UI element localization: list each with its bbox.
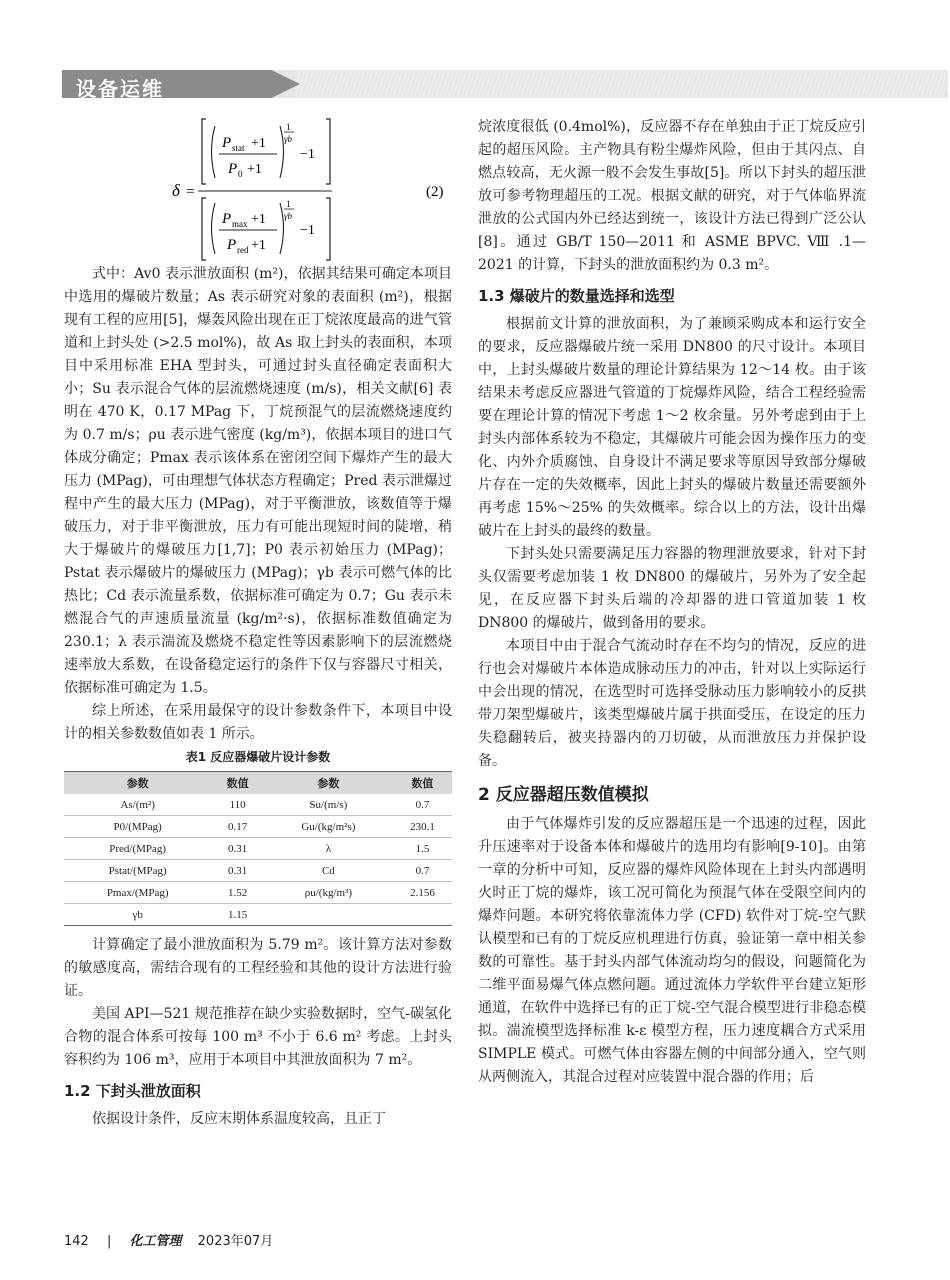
eq-den-plus1b: +1 — [251, 238, 266, 253]
table-header-cell: 数值 — [226, 777, 249, 790]
eq-den-minus1: −1 — [300, 223, 315, 238]
table-cell: As/(m²) — [120, 798, 155, 811]
heading-1-3: 1.3 爆破片的数量选择和选型 — [478, 287, 675, 305]
eq-den-pmax: P — [222, 211, 232, 227]
left-para-3: 计算确定了最小泄放面积为 5.79 m²。该计算方法对参数的敏感度高，需结合现有的工程经验和其他的设计方法进行验证。 — [64, 937, 452, 999]
table-row — [64, 794, 452, 816]
eq-num-left-bracket — [202, 119, 206, 184]
eq-num-pstat: P — [222, 135, 232, 151]
left-para-5: 依据设计条件，反应末期体系温度较高，且正丁 — [92, 1111, 386, 1127]
right-para-3: 下封头处只需要满足压力容器的物理泄放要求，针对下封头仅需要考虑加装 1 枚 DN800 的爆破片，另外为了安全起见，在反应器下封头后端的冷却器的进口管道加装 1 枚 DN800 的爆破片，做到备用的要求。 — [478, 546, 866, 631]
right-para-4: 本项目中由于混合气流动时存在不均匀的情况，反应的进行也会对爆破片本体造成脉动压力的冲击，针对以上实际运行中会出现的情况，在选型时可选择受脉动压力影响较小的反拱带刀架型爆破片，该类型爆破片属于拱面受压，在设定的压力失稳翻转后，被夹持器内的刀切破，从而泄放压力并保护设备。 — [478, 638, 866, 769]
table-cell — [264, 904, 393, 926]
table-header-cell: 参数 — [126, 777, 149, 790]
equation-svg — [64, 116, 452, 263]
table-cell: Cd — [321, 864, 335, 877]
page-footer — [64, 1230, 273, 1249]
page-number: 142 — [64, 1234, 89, 1249]
table-cell: 0.31 — [228, 864, 248, 877]
eq-den-right-bracket — [326, 198, 330, 260]
table-cell: Pmax/(MPag) — [106, 886, 169, 899]
table-header-row — [64, 772, 452, 795]
left-para-1: 式中：Av0 表示泄放面积 (m²)，依据其结果可确定本项目中选用的爆破片数量；As 表示研究对象的表面积 (m²)，根据现有工程的应用[5]，爆轰风险出现在正丁烷浓度最高的进气管道和上封头处 (>2.5 mol%)，故 As 取上封头的表面积，本项目中采用标准 EHA 型封头，可通过封头直径确定表面积大小；Su 表示混合气体的层流燃烧速度 (m/s)，相关文献[6] 表明在 470 K，0.17 MPag 下，丁烷预混气的层流燃烧速度约为 0.7 m/s；ρu 表示进气密度 (kg/m³)，依据本项目的进口气体成分确定；Pmax 表示该体系在密闭空间下爆炸产生的最大压力 (MPag)，可由理想气体状态方程确定；Pred 表示泄爆过程中产生的最大压力 (MPag)，对于平衡泄放，该数值等于爆破压力，对于非平衡泄放，压力有可能出现短时间的陡增，稍大于爆破片的爆破压力[1,7]；P0 表示初始压力 (MPag)；Pstat 表示爆破片的爆破压力 (MPag)；γb 表示可燃气体的比热比；Cd 表示流量系数，依据标准可确定为 0.7；Gu 表示未燃混合气的声速质量流量 (kg/m²·s)，依据标准数值确定为 230.1；λ 表示湍流及燃烧不稳定性等因素影响下的层流燃烧速率放大系数，在设备稳定运行的条件下仅与容器尺寸相关，依据标准可确定为 1.5。 — [64, 266, 452, 696]
table-cell: 2.156 — [410, 886, 435, 899]
footer-separator: | — [106, 1234, 112, 1249]
eq-den-left-bracket — [202, 198, 206, 260]
section-title: 设备运维 — [76, 77, 164, 101]
eq-num-pstat-sub: stat — [232, 143, 245, 153]
eq-den-pred: P — [227, 237, 237, 253]
eq-num-right-bracket — [326, 119, 330, 184]
table-cell: P0/(MPag) — [113, 820, 162, 833]
table-cell: λ — [325, 842, 332, 855]
table-cell: Pstat/(MPag) — [108, 864, 167, 877]
eq-num-plus1a: +1 — [251, 136, 266, 151]
table-cell: ρu/(kg/m³) — [304, 886, 353, 899]
eq-lhs: δ — [172, 181, 180, 200]
table-cell: Su/(m/s) — [309, 798, 348, 811]
header-stripes — [296, 70, 946, 98]
eq-num-p0-sub: 0 — [238, 169, 243, 179]
journal-name: 化工管理 — [129, 1234, 182, 1249]
eq-number: (2) — [426, 184, 444, 200]
table-cell: 230.1 — [410, 820, 435, 833]
heading-1-2: 1.2 下封头泄放面积 — [64, 1082, 201, 1100]
eq-den-exp-num: 1 — [286, 199, 291, 209]
equation-2 — [64, 116, 452, 263]
right-para-1: 烷浓度很低 (0.4mol%)，反应器不存在单独由于正丁烷反应引起的超压风险。主产物具有粉尘爆炸风险，但由于其闪点、自燃点较高，无火源一般不会发生事故[5]。所以下封头的超压泄放可参考物理超压的工况。根据文献的研究，对于气体临界流泄放的公式国内外已经达到统一，该设计方法已得到广泛公认[8]。通过 GB/T 150—2011 和 ASME BPVC. Ⅷ .1—2021 的计算，下封头的泄放面积约为 0.3 m²。 — [478, 119, 866, 273]
table-caption: 表1 反应器爆破片设计参数 — [185, 750, 331, 764]
table-header-cell: 数值 — [411, 777, 434, 790]
eq-num-right-paren — [280, 126, 284, 178]
table-row — [64, 816, 452, 838]
table-row — [64, 838, 452, 860]
eq-num-exp-num: 1 — [286, 122, 291, 132]
eq-den-pred-sub: red — [237, 245, 249, 255]
table-cell: Gu/(kg/m²s) — [301, 820, 356, 833]
table-cell: γb — [132, 908, 143, 921]
table-cell: 1.52 — [228, 886, 248, 899]
table-cell: 0.7 — [415, 864, 430, 877]
table-row — [64, 904, 452, 926]
eq-den-pmax-sub: max — [232, 219, 248, 229]
table-cell: Pred/(MPag) — [109, 842, 167, 855]
eq-den-right-paren — [280, 203, 284, 254]
left-para-4: 美国 API—521 规范推荐在缺少实验数据时，空气-碳氢化合物的混合体系可按每 100 m³ 不小于 6.6 m² 考虑。上封头容积约为 106 m³，应用于本项目中其泄放面积为 7 m²。 — [64, 1006, 452, 1068]
eq-num-p0: P — [228, 161, 238, 177]
table-cell: 1.5 — [415, 842, 430, 855]
left-para-2: 综上所述，在采用最保守的设计参数条件下，本项目中设计的相关参数数值如表 1 所示。 — [64, 703, 452, 742]
right-column — [478, 116, 866, 1089]
table-cell: 1.15 — [228, 908, 248, 921]
params-table — [64, 771, 452, 926]
table-header-cell: 参数 — [317, 777, 340, 790]
eq-equals: = — [186, 184, 195, 200]
table-cell: 0.7 — [415, 798, 430, 811]
table-row — [64, 860, 452, 882]
eq-num-plus1b: +1 — [247, 162, 262, 177]
heading-2: 2 反应器超压数值模拟 — [478, 785, 649, 805]
left-column — [64, 116, 452, 1131]
right-para-2: 根据前文计算的泄放面积，为了兼顾采购成本和运行安全的要求，反应器爆破片统一采用 DN800 的尺寸设计。本项目中，上封头爆破片数量的理论计算结果为 12～14 枚。由于该结果未考虑反应器进气管道的丁烷爆炸风险，结合工程经验需要在理论计算的情况下考虑 1～2 枚余量。另外考虑到由于上封头内部体系较为不稳定，其爆破片可能会因为操作压力的变化、内外介质腐蚀、自身设计不满足要求等原因导致部分爆破片存在一定的失效概率，因此上封头的爆破片数量还需要额外再考虑 15%～25% 的失效概率。综合以上的方法，设计出爆破片在上封头的最终的数量。 — [478, 316, 866, 539]
eq-den-plus1a: +1 — [251, 212, 266, 227]
table-cell: 0.17 — [228, 820, 248, 833]
eq-den-left-paren — [212, 203, 216, 254]
table-cell: 110 — [229, 798, 246, 811]
table-cell — [393, 904, 452, 926]
eq-num-left-paren — [212, 126, 216, 178]
table-row — [64, 882, 452, 904]
eq-den-exp-den: γb — [284, 211, 293, 221]
right-para-5: 由于气体爆炸引发的反应器超压是一个迅速的过程，因此升压速率对于设备本体和爆破片的选用均有影响[9-10]。由第一章的分析中可知，反应器的爆炸风险体现在上封头内部遇明火时正丁烷的爆炸，该工况可简化为预混气体在受限空间内的爆炸问题。本研究将依靠流体力学 (CFD) 软件对丁烷-空气默认模型和已有的丁烷反应机理进行仿真，验证第一章中相关参数的可靠性。基于封头内部气体流动均匀的假设，问题简化为二维平面易爆气体点燃问题。通过流体力学软件平台建立矩形通道，在软件中选择已有的正丁烷-空气混合模型进行非稳态模拟。湍流模型选择标准 k-ε 模型方程，压力速度耦合方式采用 SIMPLE 模式。可燃气体由容器左侧的中间部分通入，空气则从两侧流入，其混合过程对应装置中混合器的作用；后 — [478, 816, 866, 1085]
eq-num-minus1: −1 — [300, 147, 315, 162]
table-cell: 0.31 — [228, 842, 248, 855]
issue-date: 2023年07月 — [197, 1234, 274, 1249]
eq-num-exp-den: γb — [284, 134, 293, 144]
